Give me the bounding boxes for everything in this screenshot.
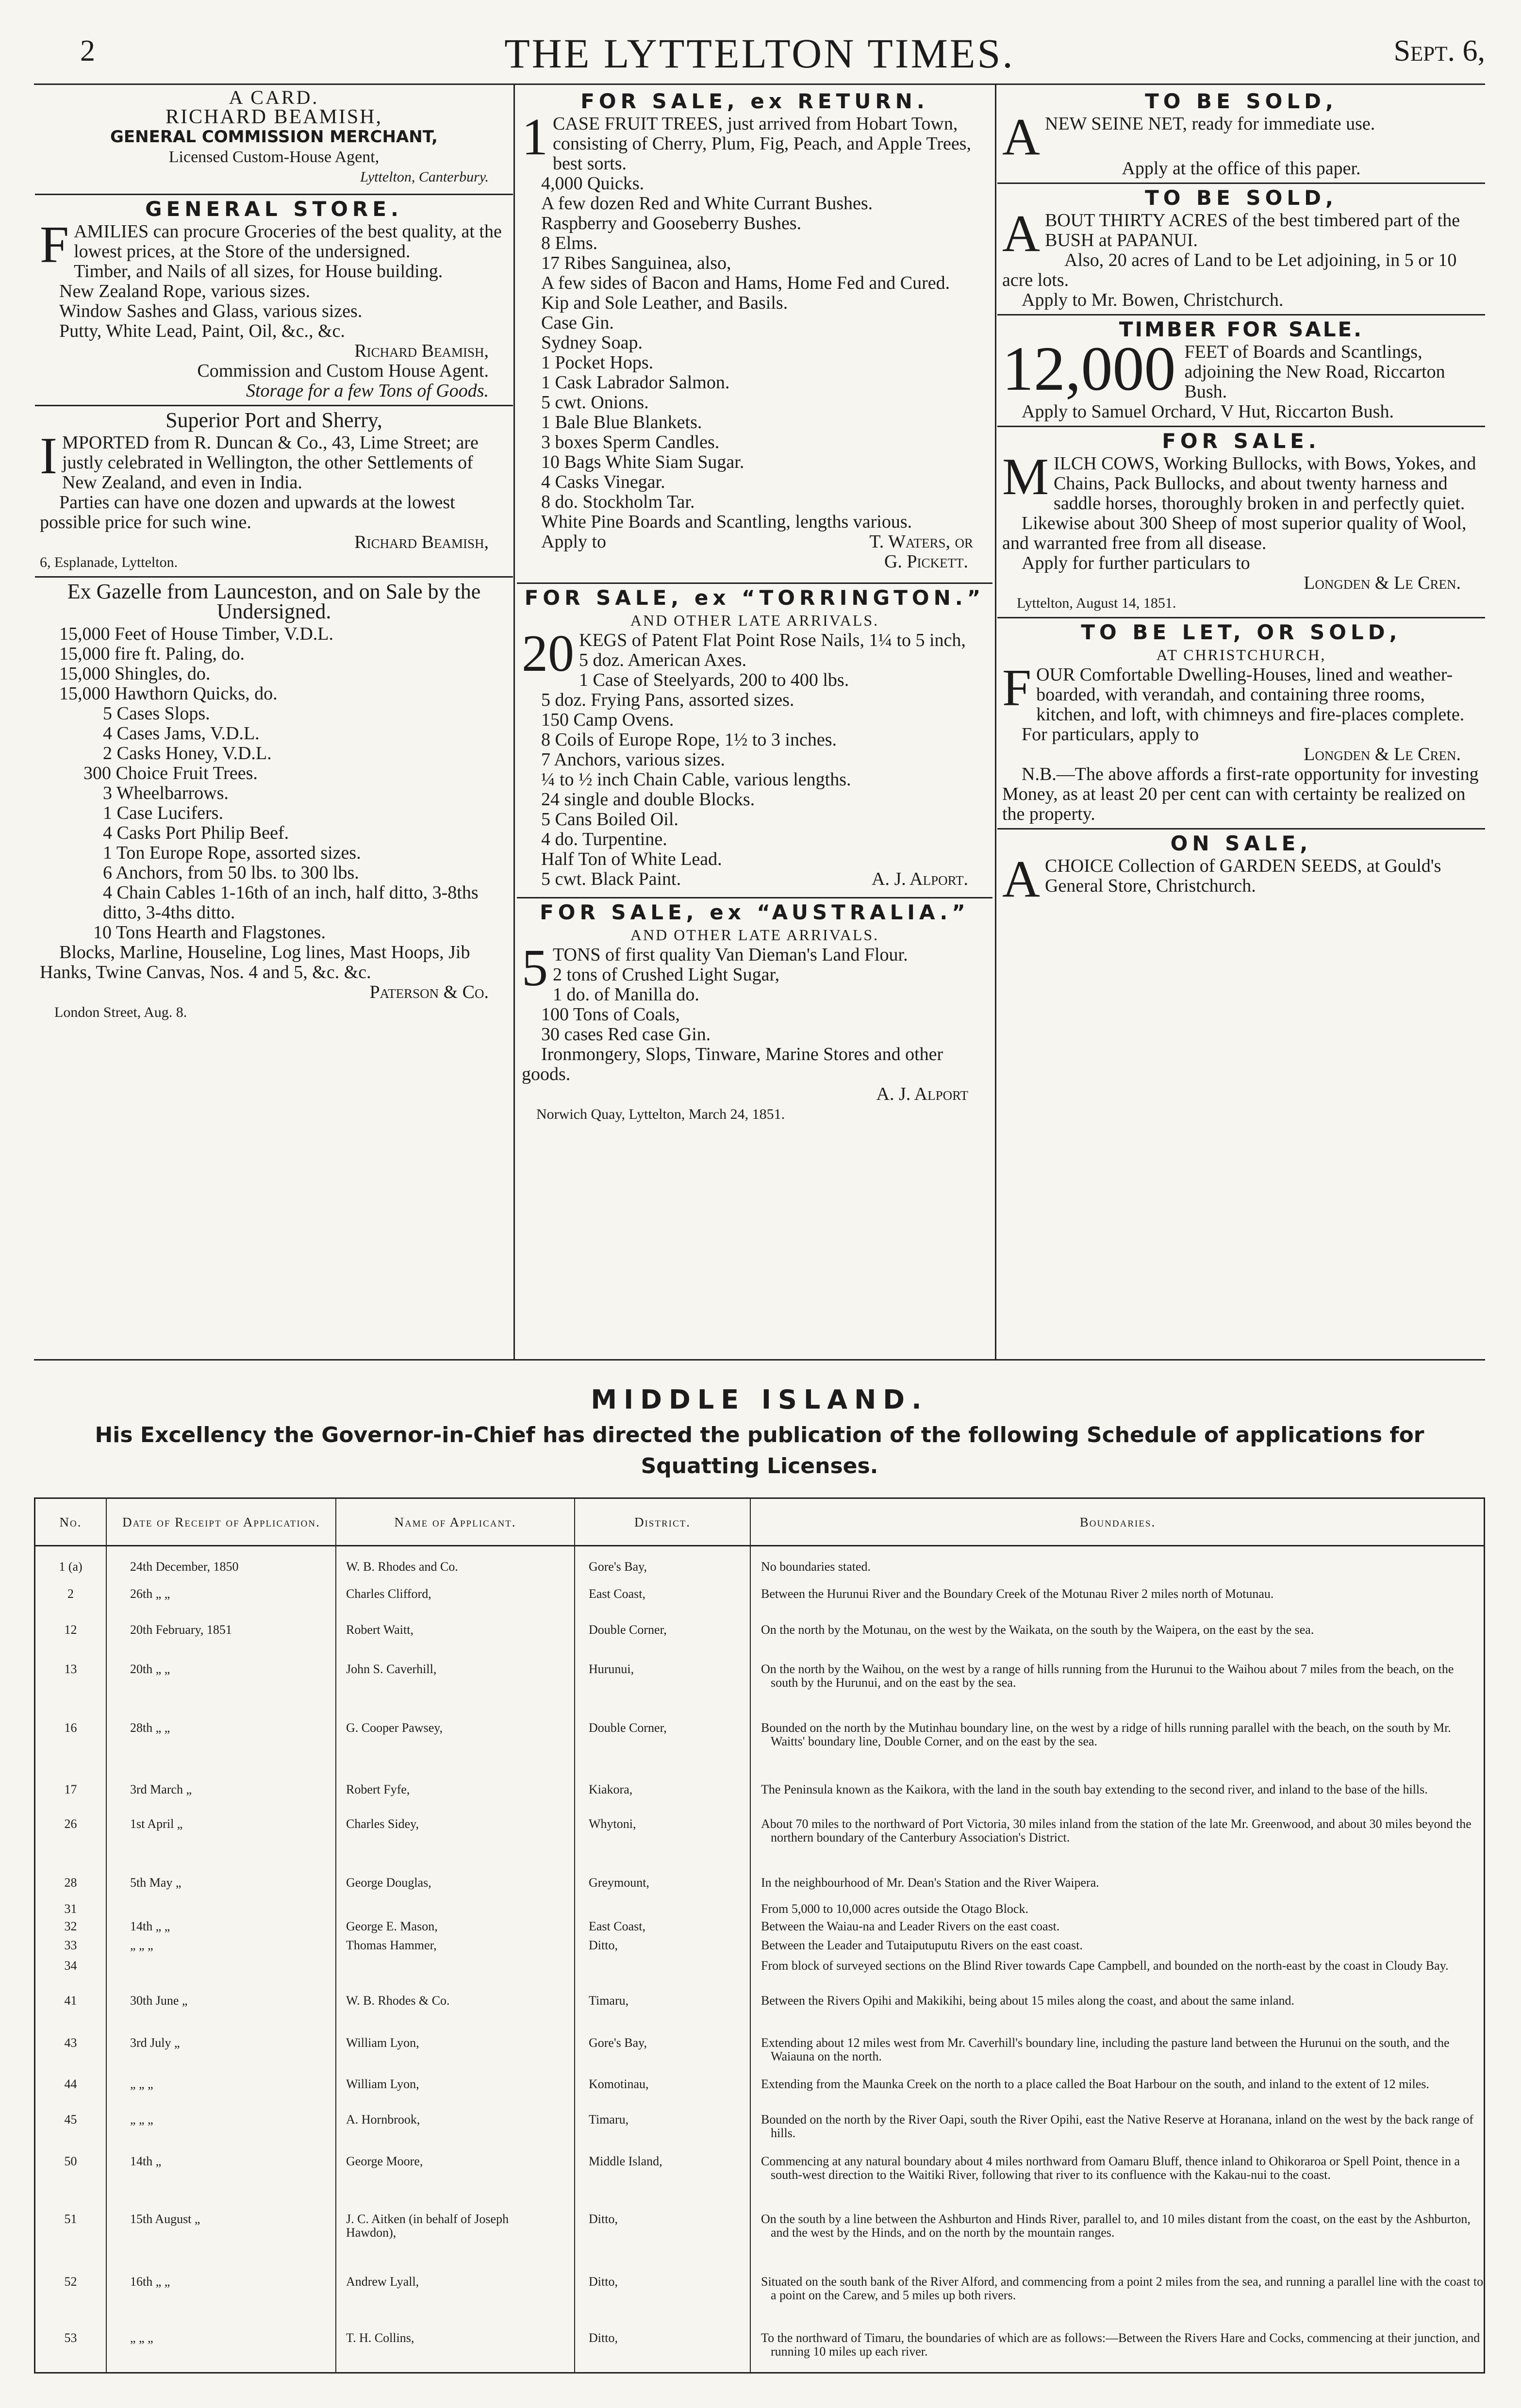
let-sub: AT CHRISTCHURCH, bbox=[1156, 646, 1326, 664]
cell-date: 28th „ „ bbox=[130, 1720, 170, 1735]
cell-name: W. B. Rhodes & Co. bbox=[346, 1993, 450, 2008]
timber-text: FEET of Boards and Scantlings, adjoining the New Road, Riccarton Bush. bbox=[1184, 342, 1445, 402]
torrington-intro: KEGS of Patent Flat Point Rose Nails, 1¼ to 5 inch, bbox=[579, 630, 966, 650]
cell-date: 14th „ bbox=[130, 2154, 162, 2168]
garden-seeds-ad bbox=[1002, 831, 1480, 908]
return-item: A few sides of Bacon and Hams, Home Fed and Cured. bbox=[541, 273, 950, 293]
cell-district: Greymount, bbox=[589, 1876, 649, 1890]
return-apply: Apply to bbox=[541, 531, 607, 552]
return-item: 4 Casks Vinegar. bbox=[541, 472, 665, 492]
gazelle-tail: Blocks, Marline, Houseline, Log lines, Mast Hoops, Jib Hanks, Twine Canvas, Nos. 4 and 5, &c. &c. bbox=[40, 942, 470, 982]
drop-cap: A bbox=[1002, 108, 1040, 166]
gazelle-item: 300 Choice Fruit Trees. bbox=[83, 763, 258, 783]
cell-no: 34 bbox=[64, 1958, 77, 1973]
australia-item: 100 Tons of Coals, bbox=[541, 1004, 680, 1025]
return-item: White Pine Boards and Scantling, lengths various. bbox=[541, 512, 912, 532]
let-signer: Longden & Le Cren. bbox=[1304, 744, 1461, 764]
cows-address: Lyttelton, August 14, 1851. bbox=[1017, 595, 1176, 611]
card-heading: A CARD. bbox=[229, 86, 319, 108]
port-text-2: Parties can have one dozen and upwards at the lowest possible price for such wine. bbox=[40, 492, 455, 532]
cell-boundaries: On the south by a line between the Ashburton and Hinds River, parallel to, and 10 miles distant from the coast, on the east by the Ashburton, and the west by the Hinds, and on the north by the mountain ranges. bbox=[761, 2211, 1471, 2240]
australia-item: 1 do. of Manilla do. bbox=[553, 984, 699, 1005]
store-intro: AMILIES can procure Groceries of the best quality, at the lowest prices, at the Store of the undersigned. bbox=[74, 221, 502, 262]
cell-district: East Coast, bbox=[589, 1919, 645, 1933]
middle-island-title: MIDDLE ISLAND. bbox=[591, 1384, 928, 1415]
cows-heading: FOR SALE. bbox=[1162, 429, 1321, 453]
general-store-heading: GENERAL STORE. bbox=[145, 197, 403, 221]
gazelle-item: 6 Anchors, from 50 lbs. to 300 lbs. bbox=[103, 863, 359, 883]
cell-district: Ditto, bbox=[589, 1938, 618, 1952]
return-item: 3 boxes Sperm Candles. bbox=[541, 432, 720, 452]
table-divider bbox=[750, 1499, 751, 2372]
cell-name: George E. Mason, bbox=[346, 1919, 438, 1933]
cell-boundaries: About 70 miles to the northward of Port Victoria, 30 miles inland from the station of the late Mr. Greenwood, and about 30 miles beyond the northern boundary of the Canterbury Association's District. bbox=[761, 1817, 1471, 1845]
cell-boundaries: Extending from the Maunka Creek on the north to a place called the Boat Harbour on the south, and inland to the extent of 12 miles. bbox=[761, 2077, 1429, 2092]
card-ad bbox=[40, 87, 508, 187]
seeds-heading: ON SALE, bbox=[1170, 831, 1312, 855]
let-or-sold-ad bbox=[1002, 622, 1480, 824]
cell-district: Timaru, bbox=[589, 2112, 629, 2127]
timber-apply: Apply to Samuel Orchard, V Hut, Riccarton Bush. bbox=[1022, 401, 1394, 422]
return-signer-2: G. Pickett. bbox=[884, 551, 968, 572]
cell-name: W. B. Rhodes and Co. bbox=[346, 1560, 458, 1574]
cell-boundaries: In the neighbourhood of Mr. Dean's Station and the River Waipera. bbox=[761, 1876, 1099, 1890]
cell-district: Ditto, bbox=[589, 2330, 618, 2345]
cell-name: Thomas Hammer, bbox=[346, 1938, 437, 1952]
cell-date: „ „ „ bbox=[130, 2077, 153, 2092]
torrington-signer: A. J. Alport. bbox=[872, 869, 968, 889]
cell-district: Kiakora, bbox=[589, 1782, 633, 1796]
column-rule-1 bbox=[513, 85, 515, 1359]
australia-sub: AND OTHER LATE ARRIVALS. bbox=[630, 926, 879, 944]
cell-name: T. H. Collins, bbox=[346, 2330, 414, 2345]
australia-tail: Ironmongery, Slops, Tinware, Marine Stores and other goods. bbox=[522, 1044, 943, 1084]
cell-date: 1st April „ bbox=[130, 1817, 183, 1831]
torrington-item: 24 single and double Blocks. bbox=[541, 789, 755, 810]
cell-no: 16 bbox=[64, 1720, 77, 1735]
let-text: OUR Comfortable Dwelling-Houses, lined and weather-boarded, with verandah, and containing three rooms, kitchen, and loft, with chimneys and fire-places complete. bbox=[1036, 664, 1465, 725]
squatting-licenses-table bbox=[34, 1497, 1485, 2374]
acres-text-2: Also, 20 acres of Land to be Let adjoining, in 5 or 10 acre lots. bbox=[1002, 250, 1457, 290]
return-item: A few dozen Red and White Currant Bushes. bbox=[541, 193, 873, 214]
cell-district: Hurunui, bbox=[589, 1661, 634, 1676]
australia-intro: TONS of first quality Van Dieman's Land Flour. bbox=[553, 945, 908, 965]
cell-boundaries: Bounded on the north by the River Oapi, south the River Opihi, east the Native Reserve at Horanana, inland on the west by the back range of hills. bbox=[761, 2112, 1473, 2141]
australia-signer: A. J. Alport bbox=[876, 1084, 968, 1104]
torrington-item: 8 Coils of Europe Rope, 1½ to 3 inches. bbox=[541, 730, 837, 750]
cell-boundaries: To the northward of Timaru, the boundaries of which are as follows:—Between the Rivers Hare and Cocks, commencing at their junction, and running 10 miles up each river. bbox=[761, 2330, 1480, 2358]
header-district: District. bbox=[634, 1514, 691, 1529]
cell-no: 53 bbox=[64, 2330, 77, 2345]
cell-no: 17 bbox=[64, 1782, 77, 1796]
cell-boundaries: Between the Leader and Tutaiputuputu Rivers on the east coast. bbox=[761, 1938, 1083, 1952]
return-intro: CASE FRUIT TREES, just arrived from Hobart Town, consisting of Cherry, Plum, Fig, Peach, and Apple Trees, best sorts. bbox=[553, 114, 971, 174]
cell-date: „ „ „ bbox=[130, 2330, 153, 2345]
gazelle-item: 1 Ton Europe Rope, assorted sizes. bbox=[103, 843, 361, 863]
cell-district: Double Corner, bbox=[589, 1623, 667, 1637]
gazelle-item: 2 Casks Honey, V.D.L. bbox=[103, 743, 272, 764]
cell-boundaries: On the north by the Waihou, on the west by a range of hills running from the Hurunui to the Waihou about 7 miles from the beach, on the south by the Hurunui, and on the east by the sea. bbox=[761, 1661, 1454, 1690]
cell-date: 5th May „ bbox=[130, 1876, 182, 1890]
cell-date: 20th „ „ bbox=[130, 1661, 170, 1676]
thirty-acres-ad bbox=[1002, 188, 1480, 310]
cell-date: 3rd July „ bbox=[130, 2036, 180, 2050]
header-date: Date of Receipt of Application. bbox=[122, 1514, 320, 1529]
cell-date: 3rd March „ bbox=[130, 1782, 192, 1796]
gazelle-item: 15,000 Feet of House Timber, V.D.L. bbox=[59, 624, 333, 644]
cell-no: 26 bbox=[64, 1817, 77, 1831]
cell-boundaries: Commencing at any natural boundary about 4 miles northward from Oamaru Bluff, thence inland to Ohikoraroa or Spell Point, thence in a south-west direction to the Waitiki River, following that river to its confluence with the Kakau-nui to the coast. bbox=[761, 2154, 1460, 2182]
torrington-heading: FOR SALE, ex “TORRINGTON.” bbox=[524, 586, 985, 610]
cell-no: 12 bbox=[64, 1623, 77, 1637]
seine-heading: TO BE SOLD, bbox=[1145, 89, 1338, 113]
australia-address: Norwich Quay, Lyttelton, March 24, 1851. bbox=[536, 1106, 785, 1122]
cows-signer: Longden & Le Cren. bbox=[1304, 573, 1461, 593]
gazelle-item: 5 Cases Slops. bbox=[103, 703, 210, 724]
australia-heading: FOR SALE, ex “AUSTRALIA.” bbox=[540, 900, 970, 924]
return-item: 4,000 Quicks. bbox=[541, 173, 645, 194]
gazelle-address: London Street, Aug. 8. bbox=[54, 1004, 187, 1020]
store-note: Storage for a few Tons of Goods. bbox=[246, 381, 489, 401]
cell-name: Robert Fyfe, bbox=[346, 1782, 410, 1796]
drop-cap: I bbox=[40, 427, 57, 485]
drop-cap: F bbox=[1002, 659, 1032, 717]
cell-district: Timaru, bbox=[589, 1993, 629, 2008]
general-store-ad bbox=[40, 199, 508, 401]
cell-name: Andrew Lyall, bbox=[346, 2274, 419, 2289]
cell-name: Charles Sidey, bbox=[346, 1817, 419, 1831]
store-line: Timber, and Nails of all sizes, for House building. bbox=[74, 261, 443, 282]
gazelle-item: 4 Chain Cables 1-16th of an inch, half ditto, 3-8ths ditto, 3-4ths ditto. bbox=[103, 882, 479, 923]
gazelle-ad bbox=[40, 581, 508, 1022]
torrington-item: ¼ to ½ inch Chain Cable, various lengths. bbox=[541, 769, 851, 790]
middle-island-subtitle: His Excellency the Governor-in-Chief has directed the publication of the following Schedule of applications for Squatting Licenses. bbox=[95, 1423, 1424, 1478]
cell-no: 31 bbox=[64, 1902, 77, 1916]
cell-name: A. Hornbrook, bbox=[346, 2112, 420, 2127]
card-name: RICHARD BEAMISH, bbox=[165, 106, 383, 128]
acres-heading: TO BE SOLD, bbox=[1145, 186, 1338, 210]
torrington-item: Half Ton of White Lead. bbox=[541, 849, 722, 869]
cows-apply: Apply for further particulars to bbox=[1022, 553, 1250, 573]
timber-ad bbox=[1002, 319, 1480, 422]
cows-text-2: Likewise about 300 Sheep of most superior quality of Wool, and warranted free from all disease. bbox=[1002, 513, 1467, 553]
gazelle-item: 4 Cases Jams, V.D.L. bbox=[103, 723, 260, 744]
cell-no: 45 bbox=[64, 2112, 77, 2127]
return-item: 5 cwt. Onions. bbox=[541, 392, 649, 413]
masthead-rule bbox=[34, 83, 1485, 85]
torrington-item: 7 Anchors, various sizes. bbox=[541, 749, 725, 770]
cell-boundaries: Bounded on the north by the Mutinhau boundary line, on the west by a ridge of hills running parallel with the beach, on the south by Mr. Waitts' boundary line, Double Corner, and on the east by the sea. bbox=[761, 1720, 1451, 1748]
gazelle-item: 15,000 fire ft. Paling, do. bbox=[59, 644, 245, 664]
gazelle-item: 4 Casks Port Philip Beef. bbox=[103, 823, 289, 843]
let-nb: N.B.—The above affords a first-rate opportunity for investing Money, as at least 20 per cent can with certainty be realized on the property. bbox=[1002, 764, 1479, 824]
return-item: Sydney Soap. bbox=[541, 332, 643, 353]
torrington-item: 5 doz. American Axes. bbox=[579, 650, 747, 670]
cell-district: Gore's Bay, bbox=[589, 2036, 647, 2050]
cell-no: 44 bbox=[64, 2077, 77, 2092]
timber-heading: TIMBER FOR SALE. bbox=[1119, 317, 1364, 341]
let-heading: TO BE LET, OR SOLD, bbox=[1081, 620, 1402, 644]
cell-boundaries: From 5,000 to 10,000 acres outside the Otago Block. bbox=[761, 1902, 1028, 1916]
cell-date: „ „ „ bbox=[130, 2112, 153, 2127]
drop-number: 5 bbox=[522, 939, 548, 997]
cell-date: 30th June „ bbox=[130, 1993, 188, 2008]
cell-district: Whytoni, bbox=[589, 1817, 636, 1831]
cell-date: 16th „ „ bbox=[130, 2274, 170, 2289]
seine-net-ad bbox=[1002, 91, 1480, 179]
return-item: 1 Cask Labrador Salmon. bbox=[541, 372, 730, 393]
card-title: GENERAL COMMISSION MERCHANT, bbox=[110, 127, 438, 147]
acres-apply: Apply to Mr. Bowen, Christchurch. bbox=[1022, 290, 1284, 310]
return-item: 1 Bale Blue Blankets. bbox=[541, 412, 702, 432]
cell-date: 20th February, 1851 bbox=[130, 1623, 232, 1637]
table-divider bbox=[106, 1499, 107, 2372]
drop-cap: F bbox=[40, 216, 69, 274]
seine-text: NEW SEINE NET, ready for immediate use. bbox=[1045, 114, 1375, 134]
return-item: Case Gin. bbox=[541, 313, 614, 333]
let-apply: For particulars, apply to bbox=[1022, 724, 1199, 745]
header-boundaries: Boundaries. bbox=[1079, 1514, 1156, 1529]
torrington-ad bbox=[522, 588, 988, 889]
return-item: 17 Ribes Sanguinea, also, bbox=[541, 253, 731, 273]
milch-cows-ad bbox=[1002, 431, 1480, 613]
cell-boundaries: Between the Rivers Opihi and Makikihi, being about 15 miles along the coast, and about the same inland. bbox=[761, 1993, 1294, 2008]
return-heading: FOR SALE, ex RETURN. bbox=[580, 89, 929, 113]
cell-boundaries: Between the Waiau-na and Leader Rivers on the east coast. bbox=[761, 1919, 1060, 1933]
cell-no: 52 bbox=[64, 2274, 77, 2289]
store-signer: Richard Beamish, bbox=[354, 341, 489, 361]
table-divider bbox=[574, 1499, 575, 2372]
cell-no: 13 bbox=[64, 1661, 77, 1676]
gazelle-item: 15,000 Shingles, do. bbox=[59, 664, 211, 684]
cell-no: 1 (a) bbox=[59, 1560, 83, 1574]
cell-boundaries: Situated on the south bank of the River Alford, and commencing from a point 2 miles from the sea, and running a parallel line with the coast to a point on the Carew, and 5 miles up both rivers. bbox=[761, 2274, 1484, 2302]
cell-name: George Moore, bbox=[346, 2154, 423, 2168]
cell-district: Double Corner, bbox=[589, 1720, 667, 1735]
port-heading: Superior Port and Sherry, bbox=[165, 408, 382, 432]
gazelle-item: 3 Wheelbarrows. bbox=[103, 783, 229, 803]
gazelle-heading: Ex Gazelle from Launceston, and on Sale by the Undersigned. bbox=[67, 580, 481, 623]
cell-no: 2 bbox=[67, 1586, 74, 1601]
return-item: Kip and Sole Leather, and Basils. bbox=[541, 293, 788, 313]
page-number: 2 bbox=[80, 34, 95, 67]
seine-apply: Apply at the office of this paper. bbox=[1122, 158, 1361, 179]
column-2 bbox=[522, 87, 988, 1124]
column-rule-2 bbox=[995, 85, 996, 1359]
cell-no: 41 bbox=[64, 1993, 77, 2008]
cell-date: 14th „ „ bbox=[130, 1919, 170, 1933]
acres-text: BOUT THIRTY ACRES of the best timbered part of the BUSH at PAPANUI. bbox=[1045, 210, 1460, 250]
cell-no: 43 bbox=[64, 2036, 77, 2050]
newspaper-title: THE LYTTELTON TIMES. bbox=[504, 30, 1015, 77]
column-1 bbox=[40, 87, 508, 1022]
cell-name: G. Cooper Pawsey, bbox=[346, 1720, 443, 1735]
torrington-item: 5 Cans Boiled Oil. bbox=[541, 809, 678, 830]
issue-date: Sept. 6, bbox=[1393, 34, 1485, 67]
cell-name: Robert Waitt, bbox=[346, 1623, 413, 1637]
return-signer-1: T. Waters, or bbox=[869, 531, 973, 552]
cell-name: William Lyon, bbox=[346, 2036, 419, 2050]
seeds-text: CHOICE Collection of GARDEN SEEDS, at Gould's General Store, Christchurch. bbox=[1045, 856, 1441, 896]
store-line: Putty, White Lead, Paint, Oil, &c., &c. bbox=[59, 321, 345, 341]
torrington-last: 5 cwt. Black Paint. bbox=[541, 869, 681, 889]
cell-district: Middle Island, bbox=[589, 2154, 662, 2168]
cell-name: J. C. Aitken (in behalf of Joseph Hawdon), bbox=[346, 2211, 509, 2240]
drop-number: 20 bbox=[522, 625, 574, 682]
gazelle-item: 15,000 Hawthorn Quicks, do. bbox=[59, 683, 278, 704]
cell-boundaries: Extending about 12 miles west from Mr. Caverhill's boundary line, including the pasture land between the Hurunui on the south, and the Waiauna on the north. bbox=[761, 2036, 1450, 2064]
cell-name: George Douglas, bbox=[346, 1876, 431, 1890]
cows-text: ILCH COWS, Working Bullocks, with Bows, Yokes, and Chains, Pack Bullocks, and about twenty harness and saddle horses, thoroughly broken in and perfectly quiet. bbox=[1054, 453, 1476, 514]
header-name: Name of Applicant. bbox=[394, 1514, 516, 1529]
gazelle-item: 10 Tons Hearth and Flagstones. bbox=[93, 922, 326, 943]
torrington-item: 150 Camp Ovens. bbox=[541, 710, 674, 730]
card-place: Lyttelton, Canterbury. bbox=[360, 169, 489, 185]
cell-date: 24th December, 1850 bbox=[130, 1560, 239, 1574]
return-item: 1 Pocket Hops. bbox=[541, 352, 654, 373]
table-divider bbox=[335, 1499, 336, 2372]
cell-boundaries: On the north by the Motunau, on the west by the Waikata, on the south by the Waipera, on the east by the sea. bbox=[761, 1623, 1314, 1637]
store-line: New Zealand Rope, various sizes. bbox=[59, 281, 311, 301]
return-ad bbox=[522, 91, 988, 572]
cell-date: 26th „ „ bbox=[130, 1586, 170, 1601]
torrington-item: 1 Case of Steelyards, 200 to 400 lbs. bbox=[579, 670, 849, 690]
torrington-item: 4 do. Turpentine. bbox=[541, 829, 667, 849]
torrington-sub: AND OTHER LATE ARRIVALS. bbox=[630, 612, 879, 629]
drop-cap: 1 bbox=[522, 108, 548, 166]
australia-item: 30 cases Red case Gin. bbox=[541, 1024, 711, 1045]
port-address: 6, Esplanade, Lyttelton. bbox=[40, 554, 178, 570]
cell-date: 15th August „ bbox=[130, 2211, 200, 2226]
port-sherry-ad bbox=[40, 410, 508, 572]
port-text: MPORTED from R. Duncan & Co., 43, Lime Street; are justly celebrated in Wellington, the other Settlements of New Zealand, and even in India. bbox=[62, 432, 479, 493]
cell-boundaries: From block of surveyed sections on the Blind River towards Cape Campbell, and bounded on the north-east by the coast in Cloudy Bay. bbox=[761, 1958, 1449, 1973]
cell-date: „ „ „ bbox=[130, 1938, 153, 1952]
gazelle-item: 1 Case Lucifers. bbox=[103, 803, 223, 823]
cell-boundaries: No boundaries stated. bbox=[761, 1560, 871, 1574]
table-header bbox=[35, 1499, 1484, 1546]
store-signer-title: Commission and Custom House Agent. bbox=[197, 361, 489, 381]
cell-no: 50 bbox=[64, 2154, 77, 2168]
cell-boundaries: Between the Hurunui River and the Boundary Creek of the Motunau River 2 miles north of Motunau. bbox=[761, 1586, 1274, 1601]
australia-ad bbox=[522, 902, 988, 1124]
card-subtitle: Licensed Custom-House Agent, bbox=[168, 148, 380, 166]
cell-name: William Lyon, bbox=[346, 2077, 419, 2092]
cell-district: Komotinau, bbox=[589, 2077, 649, 2092]
cell-no: 33 bbox=[64, 1938, 77, 1952]
cell-district: East Coast, bbox=[589, 1586, 645, 1601]
cell-district: Gore's Bay, bbox=[589, 1560, 647, 1574]
return-item: 8 do. Stockholm Tar. bbox=[541, 492, 695, 512]
masthead bbox=[34, 29, 1485, 85]
return-item: 8 Elms. bbox=[541, 233, 598, 253]
drop-cap: A bbox=[1002, 205, 1040, 263]
drop-cap: M bbox=[1002, 448, 1049, 506]
return-item: Raspberry and Gooseberry Bushes. bbox=[541, 213, 802, 233]
header-no: No. bbox=[59, 1514, 82, 1529]
port-signer: Richard Beamish, bbox=[354, 532, 489, 552]
cell-no: 32 bbox=[64, 1919, 77, 1933]
torrington-item: 5 doz. Frying Pans, assorted sizes. bbox=[541, 690, 794, 710]
return-item: 10 Bags White Siam Sugar. bbox=[541, 452, 744, 472]
cell-no: 28 bbox=[64, 1876, 77, 1890]
cell-district: Ditto, bbox=[589, 2211, 618, 2226]
cell-no: 51 bbox=[64, 2211, 77, 2226]
gazelle-signer: Paterson & Co. bbox=[369, 982, 489, 1002]
australia-item: 2 tons of Crushed Light Sugar, bbox=[553, 964, 780, 985]
cell-name: Charles Clifford, bbox=[346, 1586, 431, 1601]
cell-name: John S. Caverhill, bbox=[346, 1661, 437, 1676]
column-3 bbox=[1002, 87, 1480, 908]
section-rule bbox=[34, 1359, 1485, 1361]
drop-cap: A bbox=[1002, 850, 1040, 908]
drop-number: 12,000 bbox=[1002, 334, 1176, 404]
store-line: Window Sashes and Glass, various sizes. bbox=[59, 301, 363, 321]
cell-boundaries: The Peninsula known as the Kaikora, with the land in the south bay extending to the second river, and inland to the base of the hills. bbox=[761, 1782, 1428, 1796]
cell-district: Ditto, bbox=[589, 2274, 618, 2289]
